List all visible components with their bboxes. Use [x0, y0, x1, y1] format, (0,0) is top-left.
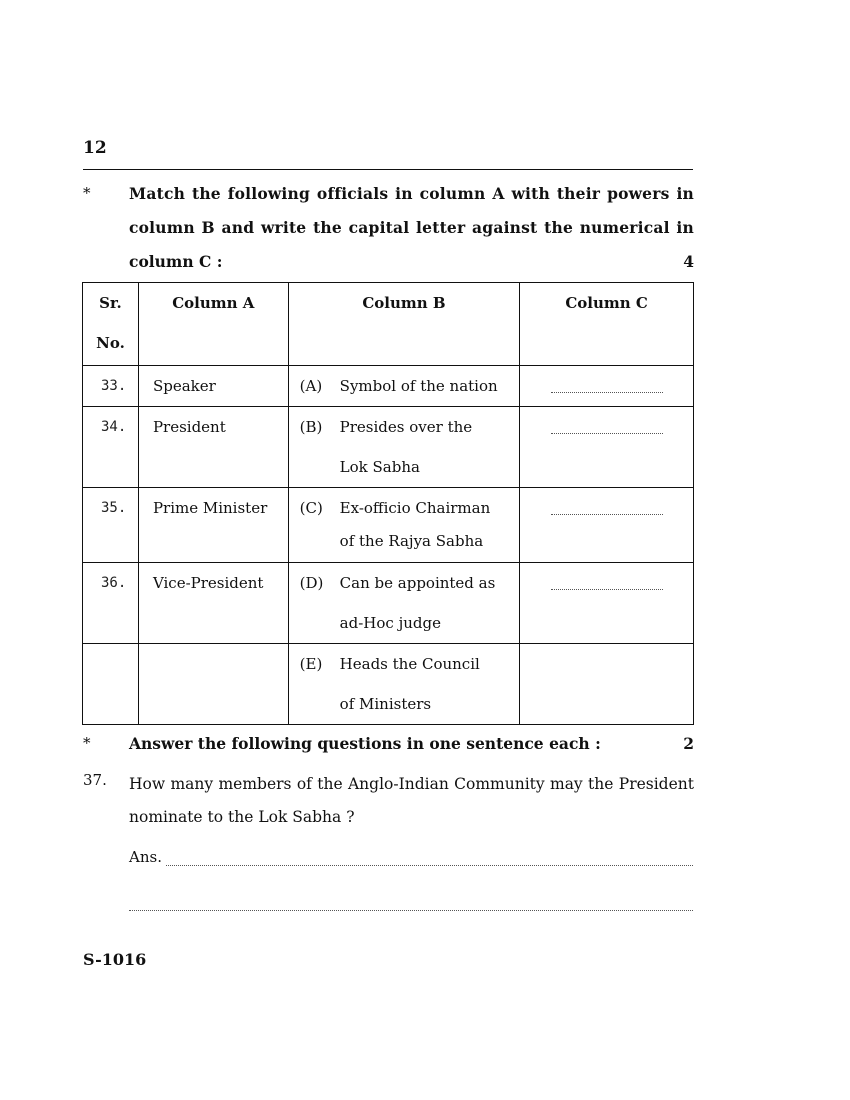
- row-b-text: of the Rajya Sabha: [339, 532, 484, 550]
- section2-heading-row: [129, 727, 694, 761]
- row-sr: 33.: [83, 366, 139, 407]
- row-b-text: Symbol of the nation: [339, 377, 498, 395]
- row-b-text: ad-Hoc judge: [339, 614, 441, 632]
- row-sr: 34.: [83, 407, 139, 488]
- section1-marks: 4: [683, 252, 694, 271]
- row-b-letter: (C): [299, 499, 323, 517]
- table-row: [83, 366, 694, 407]
- section2-bullet: *: [83, 734, 91, 752]
- row-column-c: [520, 366, 694, 407]
- section1-instruction-line1: Match the following officials in column A with their powers in: [129, 184, 694, 203]
- row-b-letter: (A): [299, 377, 323, 395]
- section1-instruction-line2: column B and write the capital letter against the numerical in: [129, 218, 694, 237]
- header-column-c: Column C: [520, 283, 694, 366]
- section1-bullet: *: [83, 184, 91, 202]
- row-column-a: Prime Minister: [138, 488, 288, 563]
- header-column-b: Column B: [288, 283, 520, 366]
- row-column-b: [288, 563, 520, 644]
- table-header-row: [83, 283, 694, 366]
- question-number: 37.: [83, 771, 107, 789]
- answer-row: [129, 848, 693, 866]
- section1-instruction-text: column C :: [129, 252, 223, 271]
- header-sr-line2: No.: [96, 334, 125, 352]
- table-row: [83, 407, 694, 488]
- section2-marks: 2: [683, 734, 694, 753]
- answer-blank[interactable]: [551, 492, 663, 515]
- row-column-b: [288, 488, 520, 563]
- row-b-text: Can be appointed as: [339, 574, 496, 592]
- page-number: 12: [83, 138, 107, 158]
- row-column-c: [520, 644, 694, 725]
- section1-instruction-line3: [129, 245, 694, 279]
- row-column-c: [520, 563, 694, 644]
- row-b-text: Ex-officio Chairman: [339, 499, 491, 517]
- row-sr: 36.: [83, 563, 139, 644]
- section2-heading: Answer the following questions in one sentence each :: [129, 734, 601, 753]
- row-b-text: Lok Sabha: [339, 458, 420, 476]
- row-b-text: Heads the Council: [339, 655, 480, 673]
- row-column-a: Vice-President: [138, 563, 288, 644]
- row-b-letter: (D): [299, 574, 324, 592]
- row-column-a: Speaker: [138, 366, 288, 407]
- row-column-a: President: [138, 407, 288, 488]
- row-b-text: Presides over the: [339, 418, 473, 436]
- row-sr: [83, 644, 139, 725]
- row-column-b: [288, 644, 520, 725]
- row-sr: 35.: [83, 488, 139, 563]
- row-column-a: [138, 644, 288, 725]
- table-row: [83, 563, 694, 644]
- row-b-text: of Ministers: [339, 695, 432, 713]
- question-line1: How many members of the Anglo-Indian Community may the President: [129, 775, 694, 793]
- row-b-letter: (E): [299, 655, 323, 673]
- header-sr-line1: Sr.: [99, 294, 122, 312]
- table-row: [83, 644, 694, 725]
- answer-blank[interactable]: [551, 567, 663, 590]
- row-b-letter: (B): [299, 418, 323, 436]
- match-table: [82, 282, 694, 725]
- row-column-c: [520, 407, 694, 488]
- table-row: [83, 488, 694, 563]
- answer-blank[interactable]: [551, 411, 663, 434]
- header-column-a: Column A: [138, 283, 288, 366]
- question-line2: nominate to the Lok Sabha ?: [129, 808, 355, 826]
- paper-code: S-1016: [83, 950, 147, 969]
- row-column-b: [288, 407, 520, 488]
- answer-label: Ans.: [129, 848, 162, 866]
- row-column-b: [288, 366, 520, 407]
- row-column-c: [520, 488, 694, 563]
- answer-line-2[interactable]: [129, 896, 693, 911]
- header-rule: [83, 169, 693, 170]
- header-sr-no: [83, 283, 139, 366]
- answer-blank[interactable]: [551, 370, 663, 393]
- answer-line[interactable]: [166, 851, 693, 866]
